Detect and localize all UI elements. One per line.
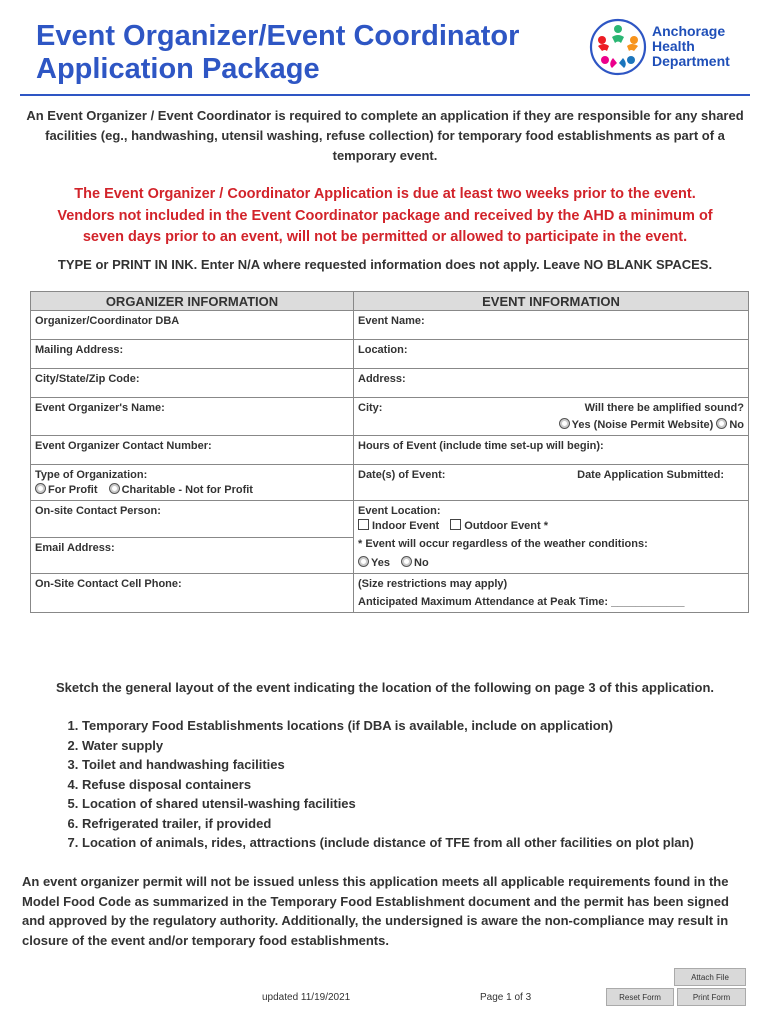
sound-no-radio[interactable] [716,418,727,429]
sound-yes-radio[interactable] [559,418,570,429]
org-type-label: Type of Organization: [35,469,148,481]
updated-date: updated 11/19/2021 [262,992,351,1003]
event-location-label: Event Location: [358,505,441,517]
for-profit-radio[interactable] [35,483,46,494]
attendance-label: Anticipated Maximum Attendance at Peak Time: ____________ [358,596,685,608]
closing-paragraph: An event organizer permit will not be issued unless this application meets all applicable requirements found in the Model Food Code as summarized in the Temporary Food Establishment document and the permit has been signed and approved by the regulatory authority. Additionally, the undersigned is aware the non-compliance may result in closure of the event and/or temporary food establishments. [22,874,729,948]
sketch-instructions: Sketch the general layout of the event indicating the location of the following on page 3 of this application. [56,680,714,695]
event-header: EVENT INFORMATION [354,292,749,311]
sound-yes-label: Yes (Noise Permit Website) [571,419,714,431]
for-profit-label: For Profit [48,484,98,496]
amplified-sound-label: Will there be amplified sound? [584,402,744,414]
reset-form-button[interactable]: Reset Form [606,988,674,1006]
indoor-label: Indoor Event [372,520,440,532]
location-field[interactable]: Location: [354,340,749,369]
size-note: (Size restrictions may apply) [358,578,508,590]
dates-cell[interactable] [354,465,749,501]
list-item: 7. Location of animals, rides, attractions (include distance of TFE from all other facilities on plot plan) [82,833,694,853]
weather-yes-radio[interactable] [358,556,369,567]
agency-logo [588,18,748,76]
attach-file-button[interactable]: Attach File [674,968,746,986]
organizer-name-field[interactable]: Event Organizer's Name: [31,398,354,436]
weather-note: * Event will occur regardless of the weather conditions: [358,538,648,550]
outdoor-checkbox[interactable] [450,519,461,530]
page-number: Page 1 of 3 [480,992,532,1003]
org-type-cell [31,465,354,501]
city-label: City: [358,402,383,414]
application-form [30,291,749,613]
header-divider [20,94,750,96]
event-location-cell [354,501,749,574]
charitable-radio[interactable] [109,483,120,494]
list-item: 2. Water supply [82,736,694,756]
sketch-list [48,716,694,853]
city-sound-cell [354,398,749,436]
list-item: 5. Location of shared utensil-washing facilities [82,794,694,814]
instructions: TYPE or PRINT IN INK. Enter N/A where requested information does not apply. Leave NO BLANK SPACES. [57,257,713,272]
deadline-notice: The Event Organizer / Coordinator Application is due at least two weeks prior to the event. Vendors not included in the Event Coordinator package and received by the AHD a minimum of seven days prior to an event, will not be permitted or allowed to participate in the event. [57,186,713,245]
logo-figures-icon [588,18,648,76]
indoor-checkbox[interactable] [358,519,369,530]
sound-no-label: No [729,419,744,431]
weather-no-radio[interactable] [401,556,412,567]
onsite-contact-field[interactable]: On-site Contact Person: [31,501,354,538]
email-field[interactable]: Email Address: [31,537,354,574]
intro-paragraph: An Event Organizer / Event Coordinator is required to complete an application if they are responsible for any shared facilities (eg., handwashing, utensil washing, refuse collection) for temporary food establishments as part of a temporary event. [26,108,744,163]
title-line-2: Application Package [36,53,320,85]
outdoor-label: Outdoor Event * [464,520,549,532]
organizer-header: ORGANIZER INFORMATION [31,292,354,311]
date-submitted-label: Date Application Submitted: [577,469,724,481]
city-state-zip-field[interactable]: City/State/Zip Code: [31,369,354,398]
logo-wordmark: Anchorage Health Department [652,23,730,69]
print-form-button[interactable]: Print Form [677,988,746,1006]
dates-label: Date(s) of Event: [358,469,446,481]
mailing-address-field[interactable]: Mailing Address: [31,340,354,369]
attendance-cell[interactable] [354,574,749,613]
list-item: 6. Refrigerated trailer, if provided [82,814,694,834]
dba-field[interactable]: Organizer/Coordinator DBA [31,311,354,340]
cell-phone-field[interactable]: On-Site Contact Cell Phone: [31,574,354,613]
contact-number-field[interactable]: Event Organizer Contact Number: [31,436,354,465]
title-line-1: Event Organizer/Event Coordinator [36,20,520,52]
page-title [36,20,519,86]
weather-no-label: No [414,557,429,569]
hours-field[interactable]: Hours of Event (include time set-up will begin): [354,436,749,465]
list-item: 4. Refuse disposal containers [82,775,694,795]
address-field[interactable]: Address: [354,369,749,398]
list-item: 1. Temporary Food Establishments locations (if DBA is available, include on application) [82,716,694,736]
list-item: 3. Toilet and handwashing facilities [82,755,694,775]
weather-yes-label: Yes [371,557,390,569]
charitable-label: Charitable - Not for Profit [121,484,253,496]
event-name-field[interactable]: Event Name: [354,311,749,340]
